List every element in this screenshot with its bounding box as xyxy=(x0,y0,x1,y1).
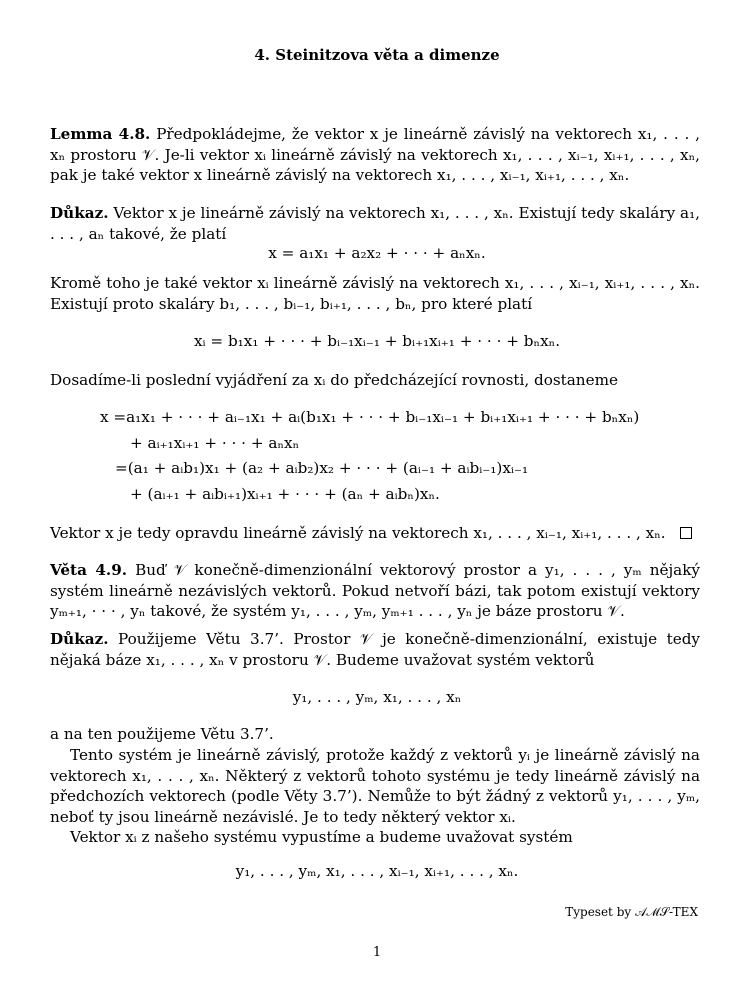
equation-system-2: y₁, . . . , yₘ, x₁, . . . , xᵢ₋₁, xᵢ₊₁, . . . , xₙ. xyxy=(235,862,519,880)
proof-conclusion xyxy=(50,523,700,544)
conclusion-text: Vektor x je tedy opravdu lineárně závislý na vektorech x₁, . . . , xᵢ₋₁, xᵢ₊₁, . . . , xₙ. xyxy=(50,524,666,542)
proof2-text: Použijeme Větu 3.7’. Prostor 𝒱 je konečně-dimenzionální, existuje tedy nějaká báze x₁, . . . , xₙ v prostoru 𝒱. Budeme uvažovat systém vektorů xyxy=(50,630,701,669)
proof-paragraph-3: Dosadíme-li poslední vyjádření za xᵢ do předcházející rovnosti, dostaneme xyxy=(50,371,618,389)
equation-x: x = a₁x₁ + a₂x₂ + · · · + aₙxₙ. xyxy=(268,244,486,262)
equation-xi: xᵢ = b₁x₁ + · · · + bᵢ₋₁xᵢ₋₁ + bᵢ₊₁xᵢ₊₁ + · · · + bₙxₙ. xyxy=(193,332,561,350)
typeset-credit: Typeset by 𝒜ℳ𝒮-TEX xyxy=(565,905,698,919)
proof2-paragraph-4: Vektor xᵢ z našeho systému vypustíme a budeme uvažovat systém xyxy=(70,828,573,846)
equation-line-1: x =a₁x₁ + · · · + aᵢ₋₁x₁ + aᵢ(b₁x₁ + · · · + bᵢ₋₁xᵢ₋₁ + bᵢ₊₁xᵢ₊₁ + · · · + bₙxₙ) xyxy=(100,408,640,426)
qed-icon xyxy=(680,527,692,539)
lemma-label: Lemma 4.8. xyxy=(50,125,151,143)
proof-paragraph-2: Kromě toho je také vektor xᵢ lineárně závislý na vektorech x₁, . . . , xᵢ₋₁, xᵢ₊₁, . . . , xₙ. Existují proto skaláry b₁, . . . , bᵢ₋₁, bᵢ₊₁, . . . , bₙ, pro které platí xyxy=(50,274,700,313)
proof-label: Důkaz. xyxy=(50,204,109,222)
lemma-paragraph xyxy=(50,124,700,186)
lemma-text: Předpokládejme, že vektor x je lineárně závislý na vektorech x₁, . . . , xₙ prostoru 𝒱. Je-li vektor xᵢ lineárně závislý na vektorech x₁, . . . , xᵢ₋₁, xᵢ₊₁, . . . , xₙ, pak je také vektor x lineárně závislý na vektorech x₁, . . . , xᵢ₋₁, xᵢ₊₁, . . . , xₙ. xyxy=(50,125,701,184)
proof2-label: Důkaz. xyxy=(50,630,109,648)
theorem-text: Buď 𝒱 konečně-dimenzionální vektorový prostor a y₁, . . . , yₘ nějaký systém lineárně nezávislých vektorů. Pokud netvoří bázi, tak potom existují vektory yₘ₊₁, · · · , yₙ takové, že systém y₁, . . . , yₘ, yₘ₊₁ . . . , yₙ je báze prostoru 𝒱. xyxy=(50,561,701,620)
page-number: 1 xyxy=(372,945,382,960)
section-title: 4. Steinitzova věta a dimenze xyxy=(254,46,500,64)
proof2-paragraph-3: Tento systém je lineárně závislý, protože každý z vektorů yᵢ je lineárně závislý na vektorech x₁, . . . , xₙ. Některý z vektorů tohoto systému je tedy lineárně závislý na předchozích vektorech (podle Věty 3.7’). Nemůže to být žádný z vektorů y₁, . . . , yₘ, neboť ty jsou lineárně nezávislé. Je to tedy některý vektor xᵢ. xyxy=(50,746,700,826)
proof2-paragraph-2: a na ten použijeme Větu 3.7’. xyxy=(50,725,274,743)
equation-system: y₁, . . . , yₘ, x₁, . . . , xₙ xyxy=(292,688,462,706)
theorem-label: Věta 4.9. xyxy=(50,561,128,579)
theorem-paragraph xyxy=(50,560,700,622)
equation-line-4: + (aᵢ₊₁ + aᵢbᵢ₊₁)xᵢ₊₁ + · · · + (aₙ + aᵢbₙ)xₙ. xyxy=(130,485,440,503)
proof-paragraph xyxy=(50,203,700,244)
proof2-paragraph xyxy=(50,629,700,670)
equation-line-3: =(a₁ + aᵢb₁)x₁ + (a₂ + aᵢb₂)x₂ + · · · + (aᵢ₋₁ + aᵢbᵢ₋₁)xᵢ₋₁ xyxy=(115,459,529,477)
equation-line-2: + aᵢ₊₁xᵢ₊₁ + · · · + aₙxₙ xyxy=(130,434,300,452)
proof-text: Vektor x je lineárně závislý na vektorech x₁, . . . , xₙ. Existují tedy skaláry a₁, . . . , aₙ takové, že platí xyxy=(50,204,700,243)
